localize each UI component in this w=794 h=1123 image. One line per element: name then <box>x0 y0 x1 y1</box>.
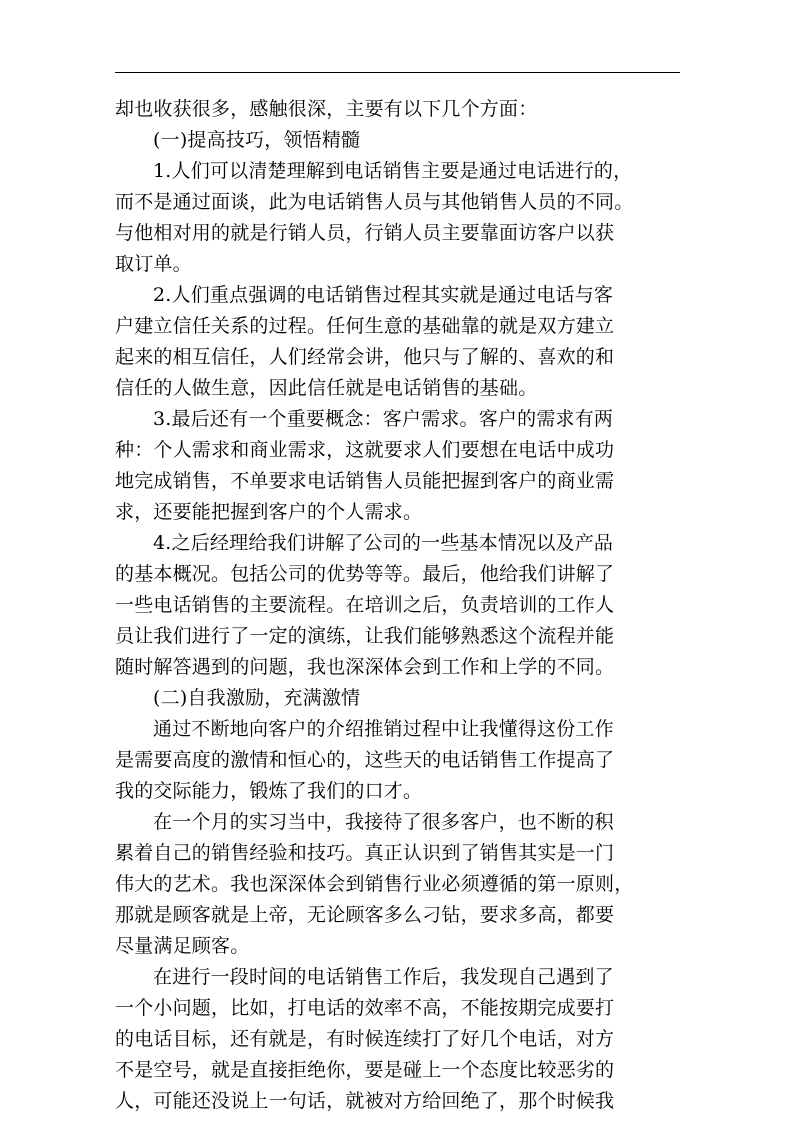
text-line: 而不是通过面谈，此为电话销售人员与其他销售人员的不同。 <box>115 191 634 213</box>
text-line: 我的交际能力，锻炼了我们的口才。 <box>115 780 423 802</box>
text-line: 在进行一段时间的电话销售工作后，我发现自己遇到了 <box>153 966 614 988</box>
text-line: 的电话目标，还有就是，有时候连续打了好几个电话，对方 <box>115 1028 615 1050</box>
text-line: 人，可能还没说上一句话，就被对方给回绝了，那个时候我 <box>115 1090 615 1112</box>
document-body <box>115 94 680 1117</box>
header-rule <box>115 72 680 73</box>
text-line: 不是空号，就是直接拒绝你，要是碰上一个态度比较恶劣的 <box>115 1059 615 1081</box>
text-line: 取订单。 <box>115 253 192 275</box>
text-line: 户建立信任关系的过程。任何生意的基础靠的就是双方建立 <box>115 315 615 337</box>
text-line: 尽量满足顾客。 <box>115 935 250 957</box>
text-line: 通过不断地向客户的介绍推销过程中让我懂得这份工作 <box>153 718 614 740</box>
text-line: 却也收获很多，感触很深，主要有以下几个方面： <box>115 98 538 120</box>
text-line: 是需要高度的激情和恒心的，这些天的电话销售工作提高了 <box>115 749 615 771</box>
text-line: 随时解答遇到的问题，我也深深体会到工作和上学的不同。 <box>115 656 615 678</box>
text-line: (一)提高技巧，领悟精髓 <box>153 129 361 151</box>
text-line: 累着自己的销售经验和技巧。真正认识到了销售其实是一门 <box>115 842 615 864</box>
text-line: 3.最后还有一个重要概念：客户需求。客户的需求有两 <box>153 408 614 430</box>
text-line: 种：个人需求和商业需求，这就要求人们要想在电话中成功 <box>115 439 615 461</box>
text-line: 一些电话销售的主要流程。在培训之后，负责培训的工作人 <box>115 594 615 616</box>
text-line: 信任的人做生意，因此信任就是电话销售的基础。 <box>115 377 538 399</box>
text-line: 员让我们进行了一定的演练，让我们能够熟悉这个流程并能 <box>115 625 615 647</box>
text-line: 那就是顾客就是上帝，无论顾客多么刁钻，要求多高，都要 <box>115 904 615 926</box>
text-line: 与他相对用的就是行销人员，行销人员主要靠面访客户以获 <box>115 222 615 244</box>
text-line: 地完成销售，不单要求电话销售人员能把握到客户的商业需 <box>115 470 615 492</box>
text-line: 伟大的艺术。我也深深体会到销售行业必须遵循的第一原则， <box>115 873 634 895</box>
text-line: 2.人们重点强调的电话销售过程其实就是通过电话与客 <box>153 284 614 306</box>
text-line: 1.人们可以清楚理解到电话销售主要是通过电话进行的， <box>153 160 633 182</box>
text-line: 的基本概况。包括公司的优势等等。最后，他给我们讲解了 <box>115 563 615 585</box>
text-line: 在一个月的实习当中，我接待了很多客户，也不断的积 <box>153 811 614 833</box>
text-line: 4.之后经理给我们讲解了公司的一些基本情况以及产品 <box>153 532 614 554</box>
text-line: 求，还要能把握到客户的个人需求。 <box>115 501 423 523</box>
text-line: 一个小问题，比如，打电话的效率不高，不能按期完成要打 <box>115 997 615 1019</box>
text-line: (二)自我激励，充满激情 <box>153 687 361 709</box>
text-line: 起来的相互信任，人们经常会讲，他只与了解的、喜欢的和 <box>115 346 615 368</box>
